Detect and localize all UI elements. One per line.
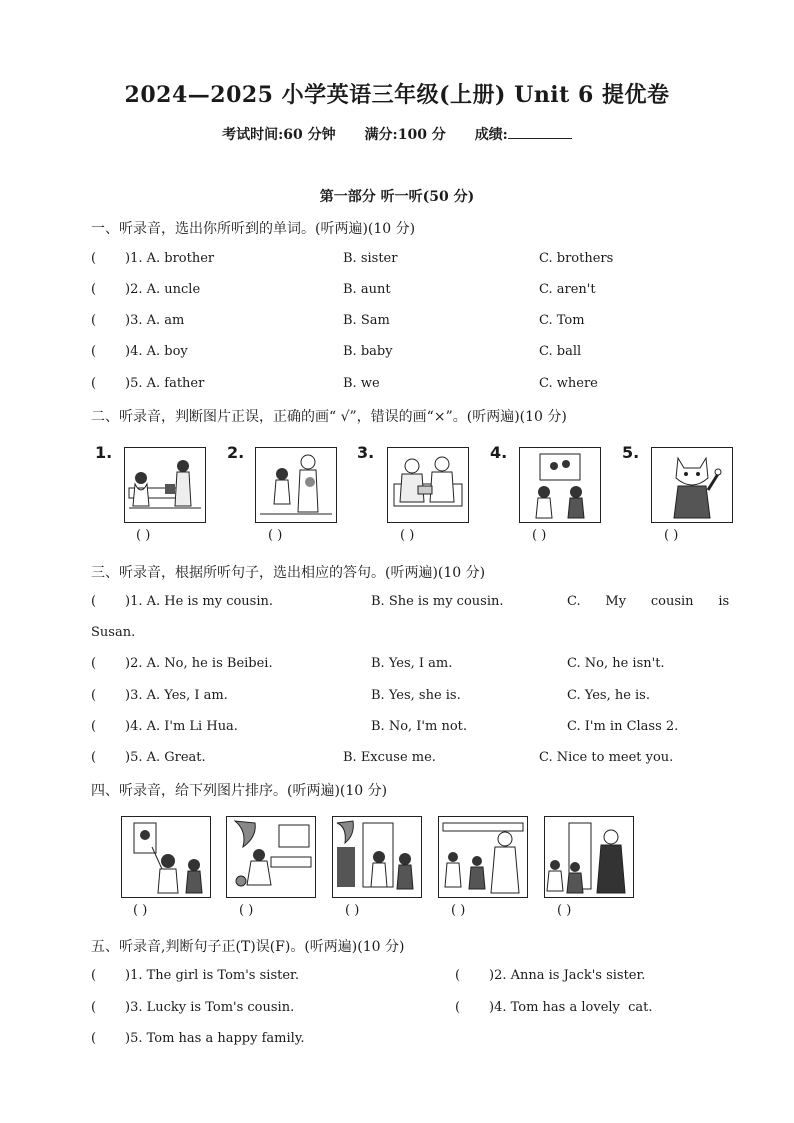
question-option-b: B. we — [343, 376, 380, 391]
section-3-heading: 三、听录音，根据所听句子，选出相应的答句。(听两遍)(10 分) — [91, 565, 486, 581]
answer-paren[interactable]: ( ) — [268, 528, 283, 543]
question-option-a: )3. A. Yes, I am. — [125, 688, 228, 703]
answer-paren[interactable]: ( ) — [400, 528, 415, 543]
question-option-c: C. brothers — [539, 251, 614, 266]
answer-paren[interactable]: ( ) — [136, 528, 151, 543]
answer-paren[interactable]: ( — [455, 968, 461, 983]
question-option-a: )3. A. am — [125, 313, 185, 328]
answer-paren[interactable]: ( ) — [133, 903, 148, 918]
picture-number: 5. — [622, 443, 640, 462]
question-option-c: C. where — [539, 376, 598, 391]
answer-paren[interactable]: ( ) — [557, 903, 572, 918]
question-option-c: C. I'm in Class 2. — [567, 719, 679, 734]
question-option-c: C. ball — [539, 344, 582, 359]
sequence-picture-mirror — [121, 816, 211, 898]
question-option-c: C. No, he isn't. — [567, 656, 665, 671]
question-option-c: C. Nice to meet you. — [539, 750, 674, 765]
picture-family-photo — [519, 447, 601, 523]
sequence-picture-doorway — [332, 816, 422, 898]
answer-paren[interactable]: ( — [91, 1000, 97, 1015]
tf-statement: )5. Tom has a happy family. — [125, 1031, 305, 1046]
answer-paren[interactable]: ( — [455, 1000, 461, 1015]
part-one-heading: 第一部分 听一听(50 分) — [319, 189, 475, 205]
answer-paren[interactable]: ( — [91, 719, 97, 734]
picture-number: 1. — [95, 443, 113, 462]
question-option-c: C. aren't — [539, 282, 596, 297]
question-option-b: B. Yes, I am. — [371, 656, 453, 671]
page-title: 2024—2025 小学英语三年级(上册) Unit 6 提优卷 — [124, 82, 670, 108]
question-option-b: B. No, I'm not. — [371, 719, 468, 734]
answer-paren[interactable]: ( — [91, 313, 97, 328]
score-blank[interactable] — [508, 126, 572, 139]
question-option-a: )2. A. No, he is Beibei. — [125, 656, 273, 671]
exam-info — [0, 124, 794, 144]
picture-cat-waving — [651, 447, 733, 523]
question-option-c: C. My cousin is — [567, 594, 730, 609]
picture-mother-baby-girl — [255, 447, 337, 523]
section-4-heading: 四、听录音，给下列图片排序。(听两遍)(10 分) — [91, 783, 388, 799]
question-option-b: B. Yes, she is. — [371, 688, 461, 703]
tf-statement: )4. Tom has a lovely cat. — [489, 1000, 653, 1015]
section-5-heading: 五、听录音,判断句子正(T)误(F)。(听两遍)(10 分) — [91, 939, 405, 955]
answer-paren[interactable]: ( — [91, 282, 97, 297]
answer-paren[interactable]: ( ) — [239, 903, 254, 918]
question-option-b: B. sister — [343, 251, 398, 266]
picture-number: 4. — [490, 443, 508, 462]
section-1-heading: 一、听录音，选出你所听到的单词。(听两遍)(10 分) — [91, 221, 416, 237]
score-field[interactable] — [475, 127, 572, 143]
answer-paren[interactable]: ( — [91, 594, 97, 609]
answer-paren[interactable]: ( ) — [345, 903, 360, 918]
tf-statement: )2. Anna is Jack's sister. — [489, 968, 646, 983]
answer-paren[interactable]: ( — [91, 750, 97, 765]
answer-paren[interactable]: ( ) — [532, 528, 547, 543]
tf-statement: )1. The girl is Tom's sister. — [125, 968, 299, 983]
answer-paren[interactable]: ( — [91, 251, 97, 266]
picture-number: 3. — [357, 443, 375, 462]
question-option-a: )4. A. I'm Li Hua. — [125, 719, 238, 734]
question-option-b: B. Excuse me. — [343, 750, 436, 765]
question-option-a: )4. A. boy — [125, 344, 188, 359]
answer-paren[interactable]: ( — [91, 376, 97, 391]
sequence-picture-door-man — [544, 816, 634, 898]
answer-paren[interactable]: ( — [91, 688, 97, 703]
tf-statement: )3. Lucky is Tom's cousin. — [125, 1000, 295, 1015]
question-option-b: B. Sam — [343, 313, 390, 328]
section-2-heading: 二、听录音，判断图片正误，正确的画“ √”，错误的画“×”。(听两遍)(10 分) — [91, 409, 567, 425]
picture-two-girls-reading — [124, 447, 206, 523]
question-option-c-wrap: Susan. — [91, 625, 136, 640]
answer-paren[interactable]: ( — [91, 968, 97, 983]
question-option-b: B. She is my cousin. — [371, 594, 504, 609]
answer-paren[interactable]: ( ) — [451, 903, 466, 918]
question-option-b: B. aunt — [343, 282, 391, 297]
answer-paren[interactable]: ( — [91, 656, 97, 671]
picture-number: 2. — [227, 443, 245, 462]
question-option-a: )5. A. Great. — [125, 750, 206, 765]
question-option-a: )5. A. father — [125, 376, 205, 391]
answer-paren[interactable]: ( — [91, 344, 97, 359]
exam-time: 考试时间:60 分钟 — [222, 127, 336, 143]
full-score: 满分:100 分 — [364, 127, 446, 143]
question-option-b: B. baby — [343, 344, 393, 359]
sequence-picture-stairs — [226, 816, 316, 898]
score-label: 成绩: — [474, 127, 508, 143]
question-option-a: )1. A. brother — [125, 251, 215, 266]
question-option-c: C. Tom — [539, 313, 585, 328]
question-option-a: )1. A. He is my cousin. — [125, 594, 274, 609]
question-option-a: )2. A. uncle — [125, 282, 201, 297]
picture-grandparents — [387, 447, 469, 523]
question-option-c: C. Yes, he is. — [567, 688, 650, 703]
answer-paren[interactable]: ( — [91, 1031, 97, 1046]
answer-paren[interactable]: ( ) — [664, 528, 679, 543]
sequence-picture-greeting-man — [438, 816, 528, 898]
